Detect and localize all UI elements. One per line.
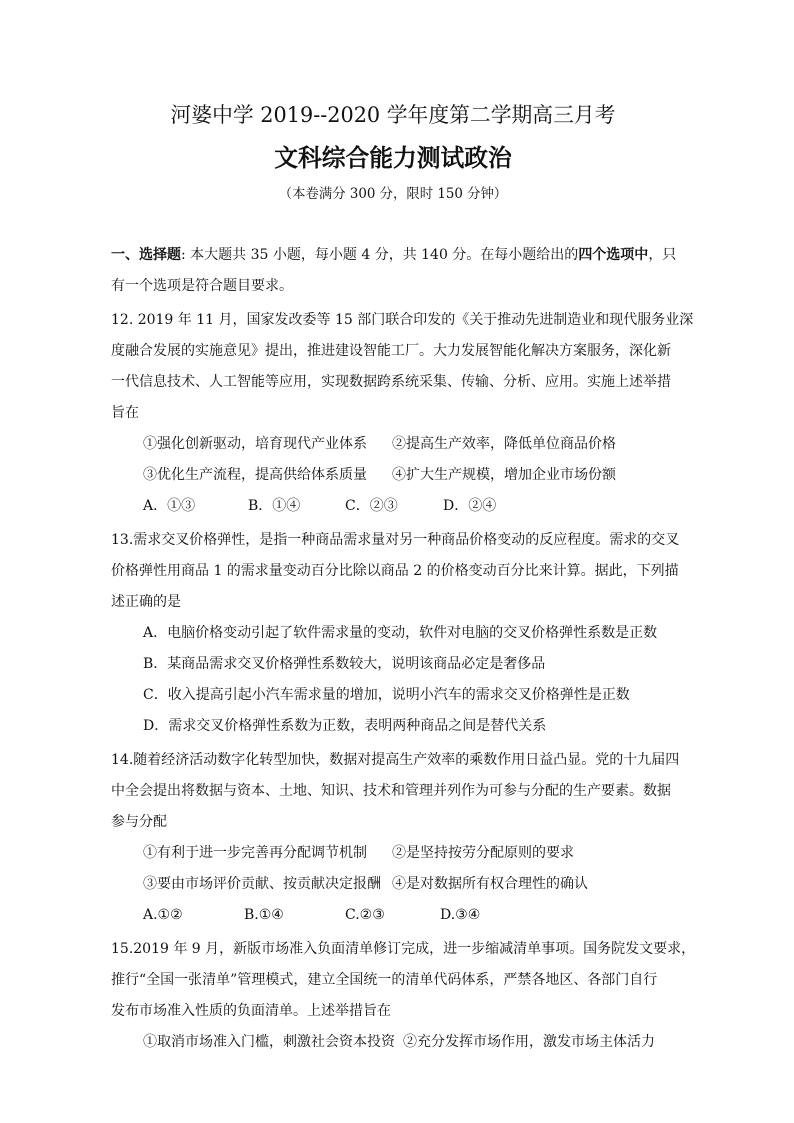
score-note: （本卷满分 300 分，限时 150 分钟） bbox=[278, 186, 508, 202]
q12-option-a: A．①③ bbox=[143, 498, 196, 514]
q13-option-c: C．收入提高引起小汽车需求量的增加，说明小汽车的需求交叉价格弹性是正数 bbox=[143, 687, 630, 703]
q13-stem-line: 13.需求交叉价格弹性，是指一种商品需求量对另一种商品价格变动的反应程度。需求的交叉 bbox=[111, 532, 680, 548]
q12-item-1: ①强化创新驱动，培育现代产业体系 bbox=[143, 436, 367, 452]
section-intro bbox=[111, 245, 676, 265]
q14-item-2: ②是坚持按劳分配原则的要求 bbox=[392, 845, 574, 861]
q12-option-c: C．②③ bbox=[345, 498, 398, 514]
section-heading: 一、选择题 bbox=[111, 247, 181, 263]
q15-stem-line: 15.2019 年 9 月，新版市场准入负面清单修订完成，进一步缩减清单事项。国务院发文要求， bbox=[111, 941, 696, 957]
q12-item-3: ③优化生产流程，提高供给体系质量 bbox=[143, 467, 367, 483]
q12-stem-line: 度融合发展的实施意见》提出，推进建设智能工厂。大力发展智能化解决方案服务，深化新 bbox=[111, 343, 671, 359]
q15-stem-line: 发布市场准入性质的负面清单。上述举措旨在 bbox=[111, 1003, 391, 1019]
exam-title: 河婆中学 2019--2020 学年度第二学期高三月考 bbox=[170, 103, 616, 127]
q15-item-2: ②充分发挥市场作用，激发市场主体活力 bbox=[403, 1034, 655, 1050]
section-intro-c: ，只 bbox=[648, 247, 677, 263]
q13-stem-line: 述正确的是 bbox=[111, 594, 181, 610]
subject-title: 文科综合能力测试政治 bbox=[274, 143, 512, 172]
q12-item-2: ②提高生产效率，降低单位商品价格 bbox=[392, 436, 616, 452]
section-intro-b: 四个选项中 bbox=[578, 247, 649, 263]
q12-stem-line: 12. 2019 年 11 月，国家发改委等 15 部门联合印发的《关于推动先进制造业和现代服务业深 bbox=[111, 312, 694, 328]
q15-stem-line: 推行“全国一张清单”管理模式，建立全国统一的清单代码体系，严禁各地区、各部门自行 bbox=[111, 972, 658, 988]
q14-option-d: D.③④ bbox=[440, 907, 481, 923]
q14-stem-line: 参与分配 bbox=[111, 814, 167, 830]
q13-stem-line: 价格弹性用商品 1 的需求量变动百分比除以商品 2 的价格变动百分比来计算。据此，下列描 bbox=[111, 563, 679, 579]
q14-option-a: A.①② bbox=[143, 907, 183, 923]
q12-item-4: ④扩大生产规模，增加企业市场份额 bbox=[392, 467, 616, 483]
q14-option-b: B.①④ bbox=[244, 907, 284, 923]
q14-item-4: ④是对数据所有权合理性的确认 bbox=[392, 876, 588, 892]
section-intro-line2: 有一个选项是符合题目要求。 bbox=[111, 278, 293, 294]
q12-stem-line: 旨在 bbox=[111, 405, 139, 421]
q14-item-1: ①有利于进一步完善再分配调节机制 bbox=[143, 845, 367, 861]
q12-stem-line: 一代信息技术、人工智能等应用，实现数据跨系统采集、传输、分析、应用。实施上述举措 bbox=[111, 374, 671, 390]
q12-option-d: D．②④ bbox=[443, 498, 497, 514]
q14-option-c: C.②③ bbox=[345, 907, 385, 923]
q13-option-d: D．需求交叉价格弹性系数为正数，表明两种商品之间是替代关系 bbox=[143, 718, 547, 734]
q13-option-b: B．某商品需求交叉价格弹性系数较大，说明该商品必定是奢侈品 bbox=[143, 656, 546, 672]
q15-item-1: ①取消市场准入门槛，刺激社会资本投资 bbox=[143, 1034, 395, 1050]
q13-option-a: A．电脑价格变动引起了软件需求量的变动，软件对电脑的交叉价格弹性系数是正数 bbox=[143, 625, 658, 641]
q14-stem-line: 中全会提出将数据与资本、土地、知识、技术和管理并列作为可参与分配的生产要素。数据 bbox=[111, 783, 671, 799]
q14-item-3: ③要由市场评价贡献、按贡献决定报酬 bbox=[143, 876, 381, 892]
q12-option-b: B．①④ bbox=[248, 498, 301, 514]
section-intro-a: : 本大题共 35 小题，每小题 4 分，共 140 分。在每小题给出的 bbox=[181, 247, 579, 263]
q14-stem-line: 14.随着经济活动数字化转型加快，数据对提高生产效率的乘数作用日益凸显。党的十九届四 bbox=[111, 752, 680, 768]
